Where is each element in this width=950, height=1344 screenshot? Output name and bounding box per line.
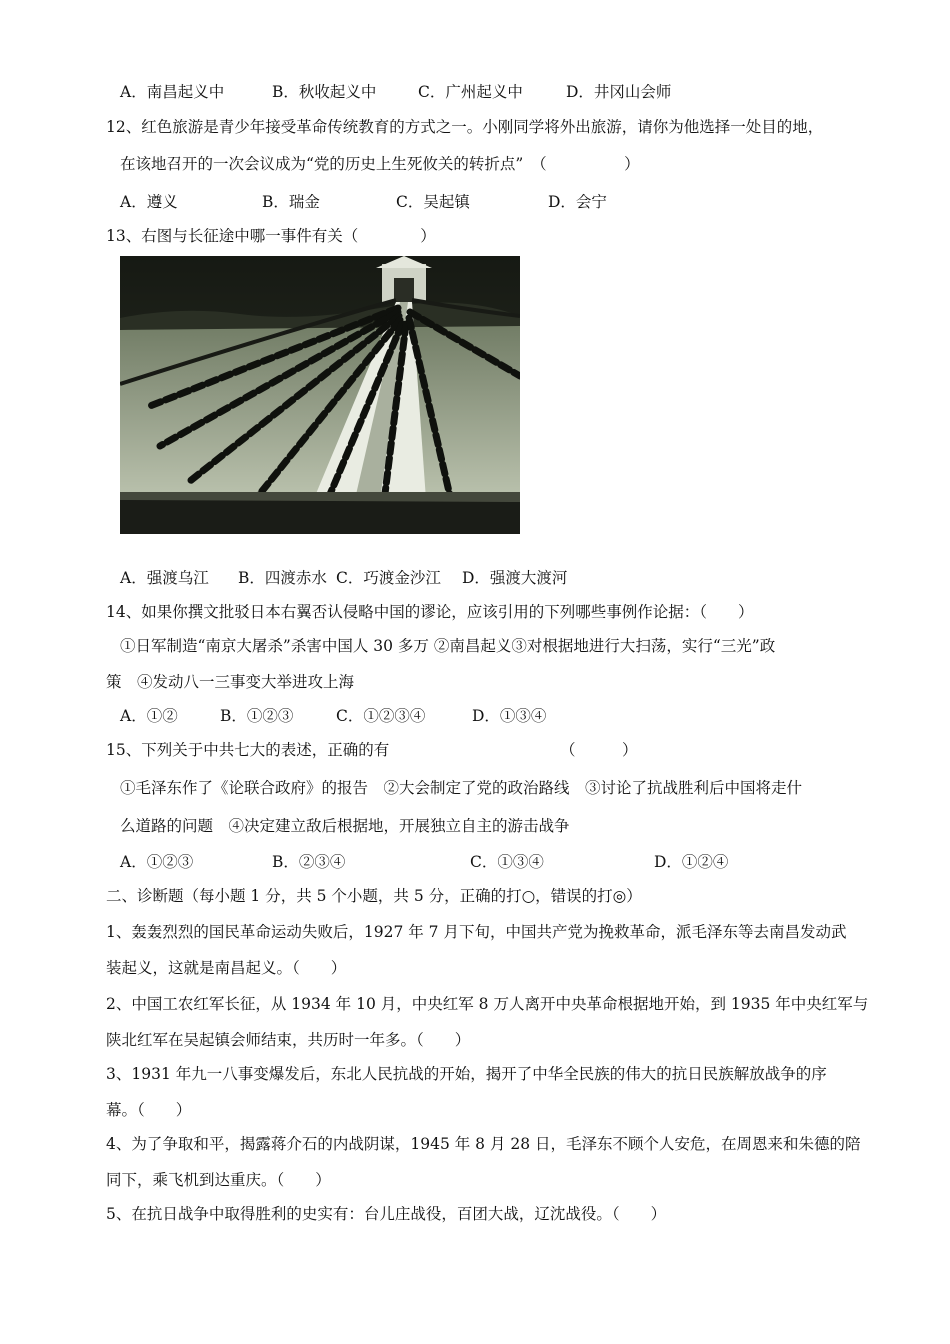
q15-stem-text: 15、下列关于中共七大的表述，正确的有 xyxy=(106,741,390,759)
q14-option-c: C．①②③④ xyxy=(336,707,426,725)
q14-line-2: 策 ④发动八一三事变大举进攻上海 xyxy=(106,673,355,691)
q15-stem xyxy=(106,740,870,760)
q13-option-a: A．强渡乌江 xyxy=(120,569,209,587)
q12-option-d: D．会宁 xyxy=(548,193,607,211)
diagnose-item-2-line-2: 陕北红军在吴起镇会师结束，共历时一年多。（ ） xyxy=(106,1031,471,1049)
q11-option-d: D．井冈山会师 xyxy=(566,83,672,101)
diagnose-item-1-line-1: 1、轰轰烈烈的国民革命运动失败后，1927 年 7 月下旬，中国共产党为挽救革命，派毛泽东等去南昌发动武 xyxy=(106,923,847,941)
q11-option-b: B．秋收起义中 xyxy=(272,83,377,101)
q13-option-d: D．强渡大渡河 xyxy=(462,569,568,587)
q15-option-d: D．①②④ xyxy=(654,853,729,871)
q15-option-a: A．①②③ xyxy=(120,853,194,871)
diagnose-item-3-line-1: 3、1931 年九一八事变爆发后，东北人民抗战的开始，揭开了中华全民族的伟大的抗日民族解放战争的序 xyxy=(106,1065,827,1083)
q13-option-b: B．四渡赤水 xyxy=(238,569,327,587)
q15-line-1: ①毛泽东作了《论联合政府》的报告 ②大会制定了党的政治路线 ③讨论了抗战胜利后中国将走什 xyxy=(120,779,803,797)
q12-option-b: B．瑞金 xyxy=(262,193,320,211)
q13-stem: 13、右图与长征途中哪一事件有关（ ） xyxy=(106,227,436,245)
diagnose-item-4-line-1: 4、为了争取和平，揭露蒋介石的内战阴谋，1945 年 8 月 28 日，毛泽东不顾个人安危，在周恩来和朱德的陪 xyxy=(106,1135,861,1153)
diagnose-item-3-line-2: 幕。（ ） xyxy=(106,1101,192,1119)
q12-option-a: A．遵义 xyxy=(120,193,178,211)
diagnose-item-5-line-1: 5、在抗日战争中取得胜利的史实有：台儿庄战役，百团大战，辽沈战役。（ ） xyxy=(106,1205,667,1223)
diagnose-item-1-line-2: 装起义，这就是南昌起义。（ ） xyxy=(106,959,347,977)
section-2-heading: 二、诊断题（每小题 1 分，共 5 个小题，共 5 分，正确的打○，错误的打◎） xyxy=(106,887,642,905)
q15-line-2: 么道路的问题 ④决定建立敌后根据地，开展独立自主的游击战争 xyxy=(120,817,570,835)
q14-option-b: B．①②③ xyxy=(220,707,294,725)
q14-option-d: D．①③④ xyxy=(472,707,547,725)
q13-option-c: C．巧渡金沙江 xyxy=(336,569,441,587)
q11-option-c: C．广州起义中 xyxy=(418,83,523,101)
q12-option-c: C．吴起镇 xyxy=(396,193,470,211)
q11-option-a: A．南昌起义中 xyxy=(120,83,225,101)
q15-option-b: B．②③④ xyxy=(272,853,346,871)
diagnose-item-2-line-1: 2、中国工农红军长征，从 1934 年 10 月，中央红军 8 万人离开中央革命根据地开始，到 1935 年中央红军与 xyxy=(106,995,869,1013)
q14-stem: 14、如果你撰文批驳日本右翼否认侵略中国的谬论，应该引用的下列哪些事例作论据：（ ） xyxy=(106,603,754,621)
q12-stem-line-2: 在该地召开的一次会议成为“党的历史上生死攸关的转折点” （ ） xyxy=(120,155,640,173)
q14-option-a: A．①② xyxy=(120,707,178,725)
q15-answer-paren: （ ） xyxy=(560,741,638,759)
q12-stem-line-1: 12、红色旅游是青少年接受革命传统教育的方式之一。小刚同学将外出旅游，请你为他选择一处目的地， xyxy=(106,118,824,136)
luding-bridge-photo xyxy=(120,256,520,534)
q14-line-1: ①日军制造“南京大屠杀”杀害中国人 30 多万 ②南昌起义③对根据地进行大扫荡，实行“三光”政 xyxy=(120,637,776,655)
q15-option-c: C．①③④ xyxy=(470,853,544,871)
diagnose-item-4-line-2: 同下，乘飞机到达重庆。（ ） xyxy=(106,1171,331,1189)
